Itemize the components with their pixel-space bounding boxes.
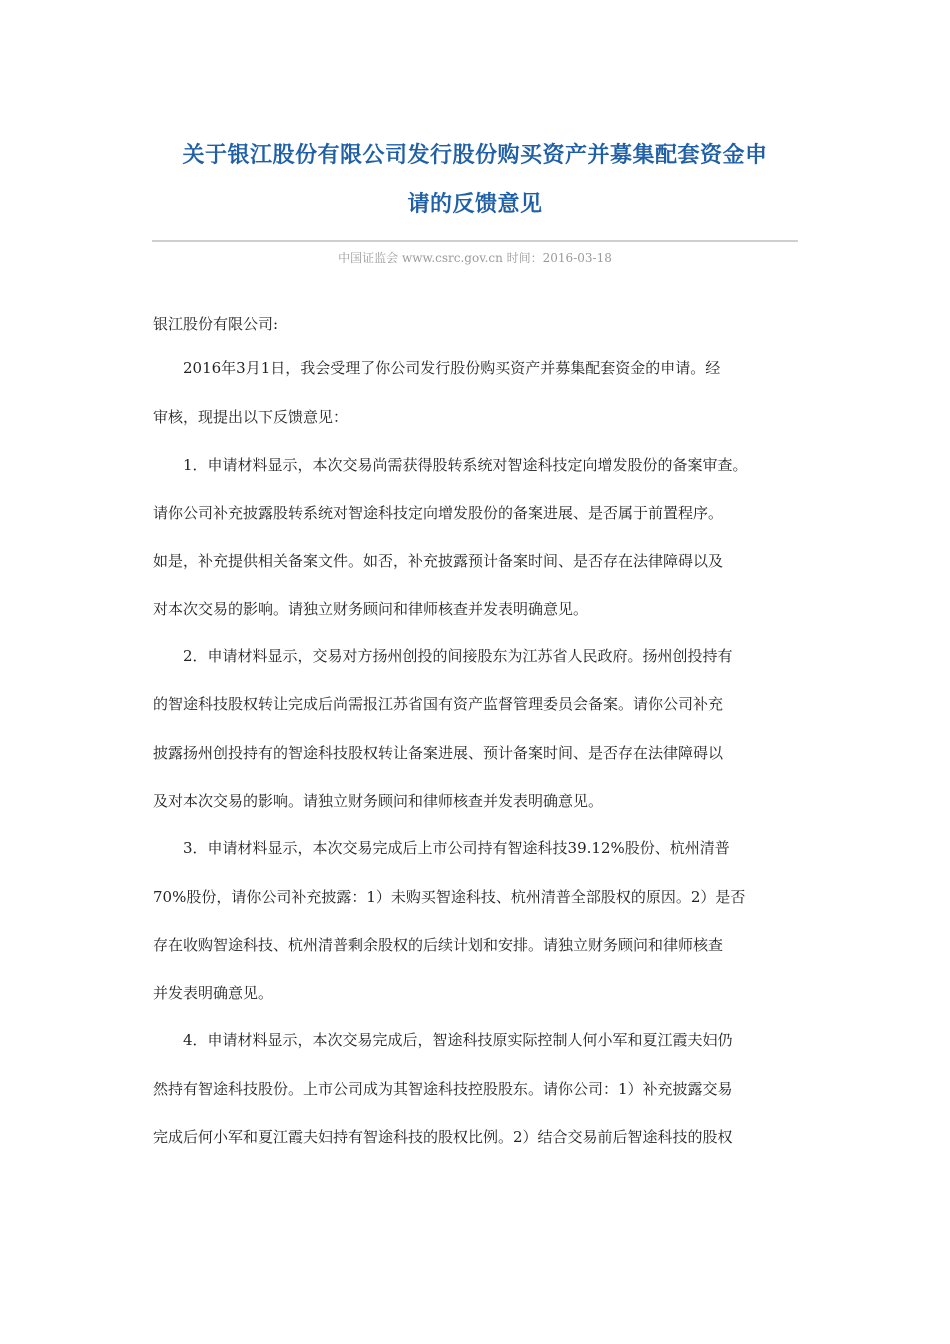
title-divider	[152, 240, 798, 242]
body-line: 如是，补充提供相关备案文件。如否，补充披露预计备案时间、是否存在法律障碍以及	[153, 552, 724, 570]
body-line: 2．申请材料显示，交易对方扬州创投的间接股东为江苏省人民政府。扬州创投持有	[153, 647, 733, 665]
body-line: 披露扬州创投持有的智途科技股权转让备案进展、预计备案时间、是否存在法律障碍以	[153, 744, 724, 762]
document-title-line-1: 关于银江股份有限公司发行股份购买资产并募集配套资金申	[182, 143, 768, 168]
body-line: 审核，现提出以下反馈意见：	[153, 408, 349, 426]
body-line: 完成后何小军和夏江霞夫妇持有智途科技的股权比例。2）结合交易前后智途科技的股权	[153, 1128, 733, 1146]
document-title-line-2: 请的反馈意见	[407, 192, 543, 217]
body-line: 4．申请材料显示，本次交易完成后，智途科技原实际控制人何小军和夏江霞夫妇仍	[153, 1031, 733, 1049]
body-line: 并发表明确意见。	[153, 984, 274, 1002]
body-line: 对本次交易的影响。请独立财务顾问和律师核查并发表明确意见。	[153, 600, 589, 618]
body-line: 存在收购智途科技、杭州清普剩余股权的后续计划和安排。请独立财务顾问和律师核查	[153, 936, 724, 954]
body-line: 的智途科技股权转让完成后尚需报江苏省国有资产监督管理委员会备案。请你公司补充	[153, 695, 724, 713]
body-line: 3．申请材料显示，本次交易完成后上市公司持有智途科技39.12%股份、杭州清普	[153, 839, 730, 857]
salutation: 银江股份有限公司:	[153, 315, 279, 333]
body-line: 70%股份，请你公司补充披露：1）未购买智途科技、杭州清普全部股权的原因。2）是否	[153, 888, 746, 906]
body-line: 2016年3月1日，我会受理了你公司发行股份购买资产并募集配套资金的申请。经	[153, 359, 721, 377]
body-line: 及对本次交易的影响。请独立财务顾问和律师核查并发表明确意见。	[153, 792, 604, 810]
body-line: 请你公司补充披露股转系统对智途科技定向增发股份的备案进展、是否属于前置程序。	[153, 504, 724, 522]
body-line: 然持有智途科技股份。上市公司成为其智途科技控股股东。请你公司：1）补充披露交易	[153, 1080, 733, 1098]
body-line: 1．申请材料显示，本次交易尚需获得股转系统对智途科技定向增发股份的备案审查。	[153, 456, 748, 474]
source-date-meta: 中国证监会 www.csrc.gov.cn 时间：2016-03-18	[338, 251, 612, 265]
